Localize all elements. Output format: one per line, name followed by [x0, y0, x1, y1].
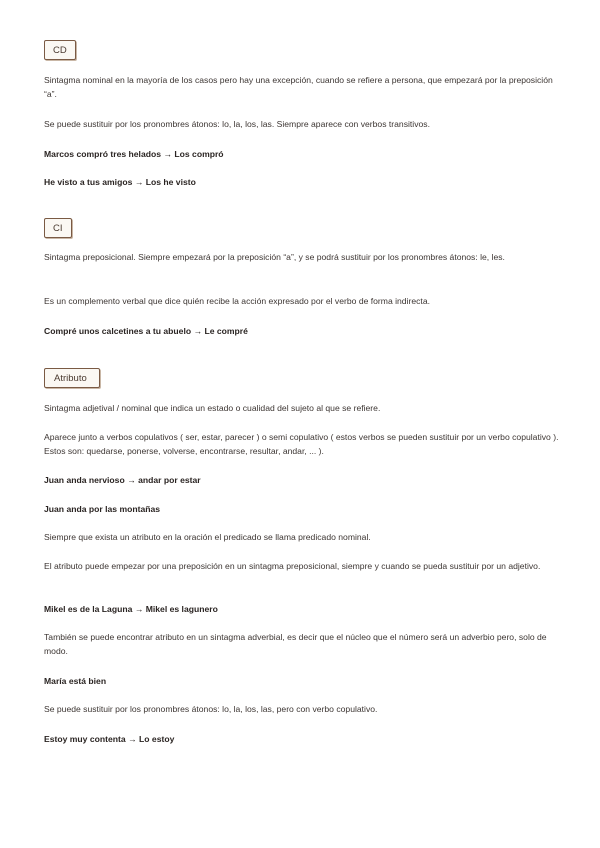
section-tag-ci: CI: [44, 218, 72, 238]
atributo-paragraph-3: Siempre que exista un atributo en la oración el predicado se llama predicado nominal.: [44, 532, 371, 542]
cd-paragraph-2: Se puede sustituir por los pronombres átonos: lo, la, los, las. Siempre aparece con verbos transitivos.: [44, 119, 430, 129]
cd-paragraph-1: Sintagma nominal en la mayoría de los casos pero hay una excepción, cuando se refiere a persona, que empezará por la preposición “a”.: [44, 75, 553, 99]
atributo-paragraph-5: También se puede encontrar atributo en un sintagma adverbial, es decir que el núcleo que el número será un adverbio pero, solo de modo.: [44, 632, 547, 656]
cd-example-2: He visto a tus amigos → Los he visto: [44, 177, 196, 187]
atributo-example-1: Juan anda nervioso → andar por estar: [44, 475, 201, 485]
atributo-paragraph-4: El atributo puede empezar por una preposición en un sintagma preposicional, siempre y cuando se pueda sustituir por un adjetivo.: [44, 561, 541, 571]
section-tag-atributo: Atributo: [44, 368, 100, 388]
atributo-paragraph-6: Se puede sustituir por los pronombres átonos: lo, la, los, las, pero con verbo copulativo.: [44, 704, 378, 714]
atributo-paragraph-1: Sintagma adjetival / nominal que indica un estado o cualidad del sujeto al que se refiere.: [44, 403, 381, 413]
atributo-example-3: Mikel es de la Laguna → Mikel es lagunero: [44, 604, 218, 614]
ci-paragraph-2: Es un complemento verbal que dice quién recibe la acción expresado por el verbo de forma indirecta.: [44, 296, 430, 306]
atributo-example-5: Estoy muy contenta → Lo estoy: [44, 734, 175, 744]
atributo-example-2: Juan anda por las montañas: [44, 504, 161, 514]
ci-example-1: Compré unos calcetines a tu abuelo → Le compré: [44, 326, 248, 336]
ci-paragraph-1: Sintagma preposicional. Siempre empezará por la preposición “a”, y se podrá sustituir por los pronombres átonos: le, les.: [44, 252, 505, 262]
cd-example-1: Marcos compró tres helados → Los compró: [44, 149, 224, 159]
atributo-example-4: María está bien: [44, 676, 107, 686]
atributo-paragraph-2: Aparece junto a verbos copulativos ( ser, estar, parecer ) o semi copulativo ( estos verbos se pueden sustituir por un verbo copulativo ). Estos son: quedarse, ponerse, volverse, encontrarse, resultar, andar, ... ).: [44, 432, 559, 456]
section-tag-cd: CD: [44, 40, 76, 60]
